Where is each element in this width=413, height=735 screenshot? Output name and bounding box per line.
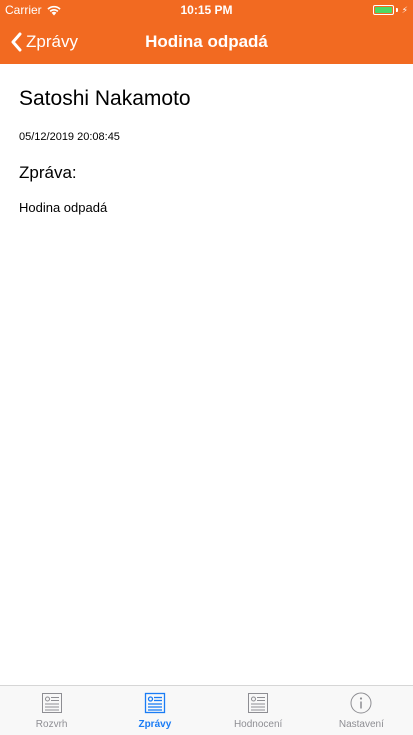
bolt-icon: ⚡ — [401, 5, 408, 15]
info-icon — [349, 691, 373, 715]
status-time: 10:15 PM — [180, 3, 233, 17]
tab-label: Nastavení — [338, 719, 384, 730]
tab-label: Zprávy — [138, 719, 172, 730]
tab-label: Rozvrh — [35, 719, 68, 730]
sender-name: Satoshi Nakamoto — [19, 87, 191, 110]
back-button[interactable] — [10, 20, 78, 64]
document-icon — [246, 691, 270, 715]
tab-bar — [0, 685, 413, 735]
tab-hodnoceni[interactable] — [207, 686, 310, 735]
chevron-left-icon — [10, 32, 22, 52]
message-detail — [19, 64, 394, 215]
message-heading: Zpráva: — [19, 163, 77, 182]
tab-rozvrh[interactable] — [0, 686, 103, 735]
header — [0, 0, 413, 64]
tab-zpravy[interactable] — [103, 686, 206, 735]
tab-nastaveni[interactable] — [310, 686, 413, 735]
battery-icon — [373, 5, 408, 15]
document-icon — [143, 691, 167, 715]
carrier-label: Carrier — [5, 3, 42, 17]
navigation-bar — [0, 20, 413, 64]
back-button-label: Zprávy — [26, 32, 78, 51]
document-icon — [40, 691, 64, 715]
message-timestamp: 05/12/2019 20:08:45 — [19, 131, 120, 143]
status-bar — [0, 0, 413, 20]
page-title: Hodina odpadá — [145, 32, 268, 51]
message-body: Hodina odpadá — [19, 200, 108, 215]
tab-label: Hodnocení — [233, 719, 283, 730]
